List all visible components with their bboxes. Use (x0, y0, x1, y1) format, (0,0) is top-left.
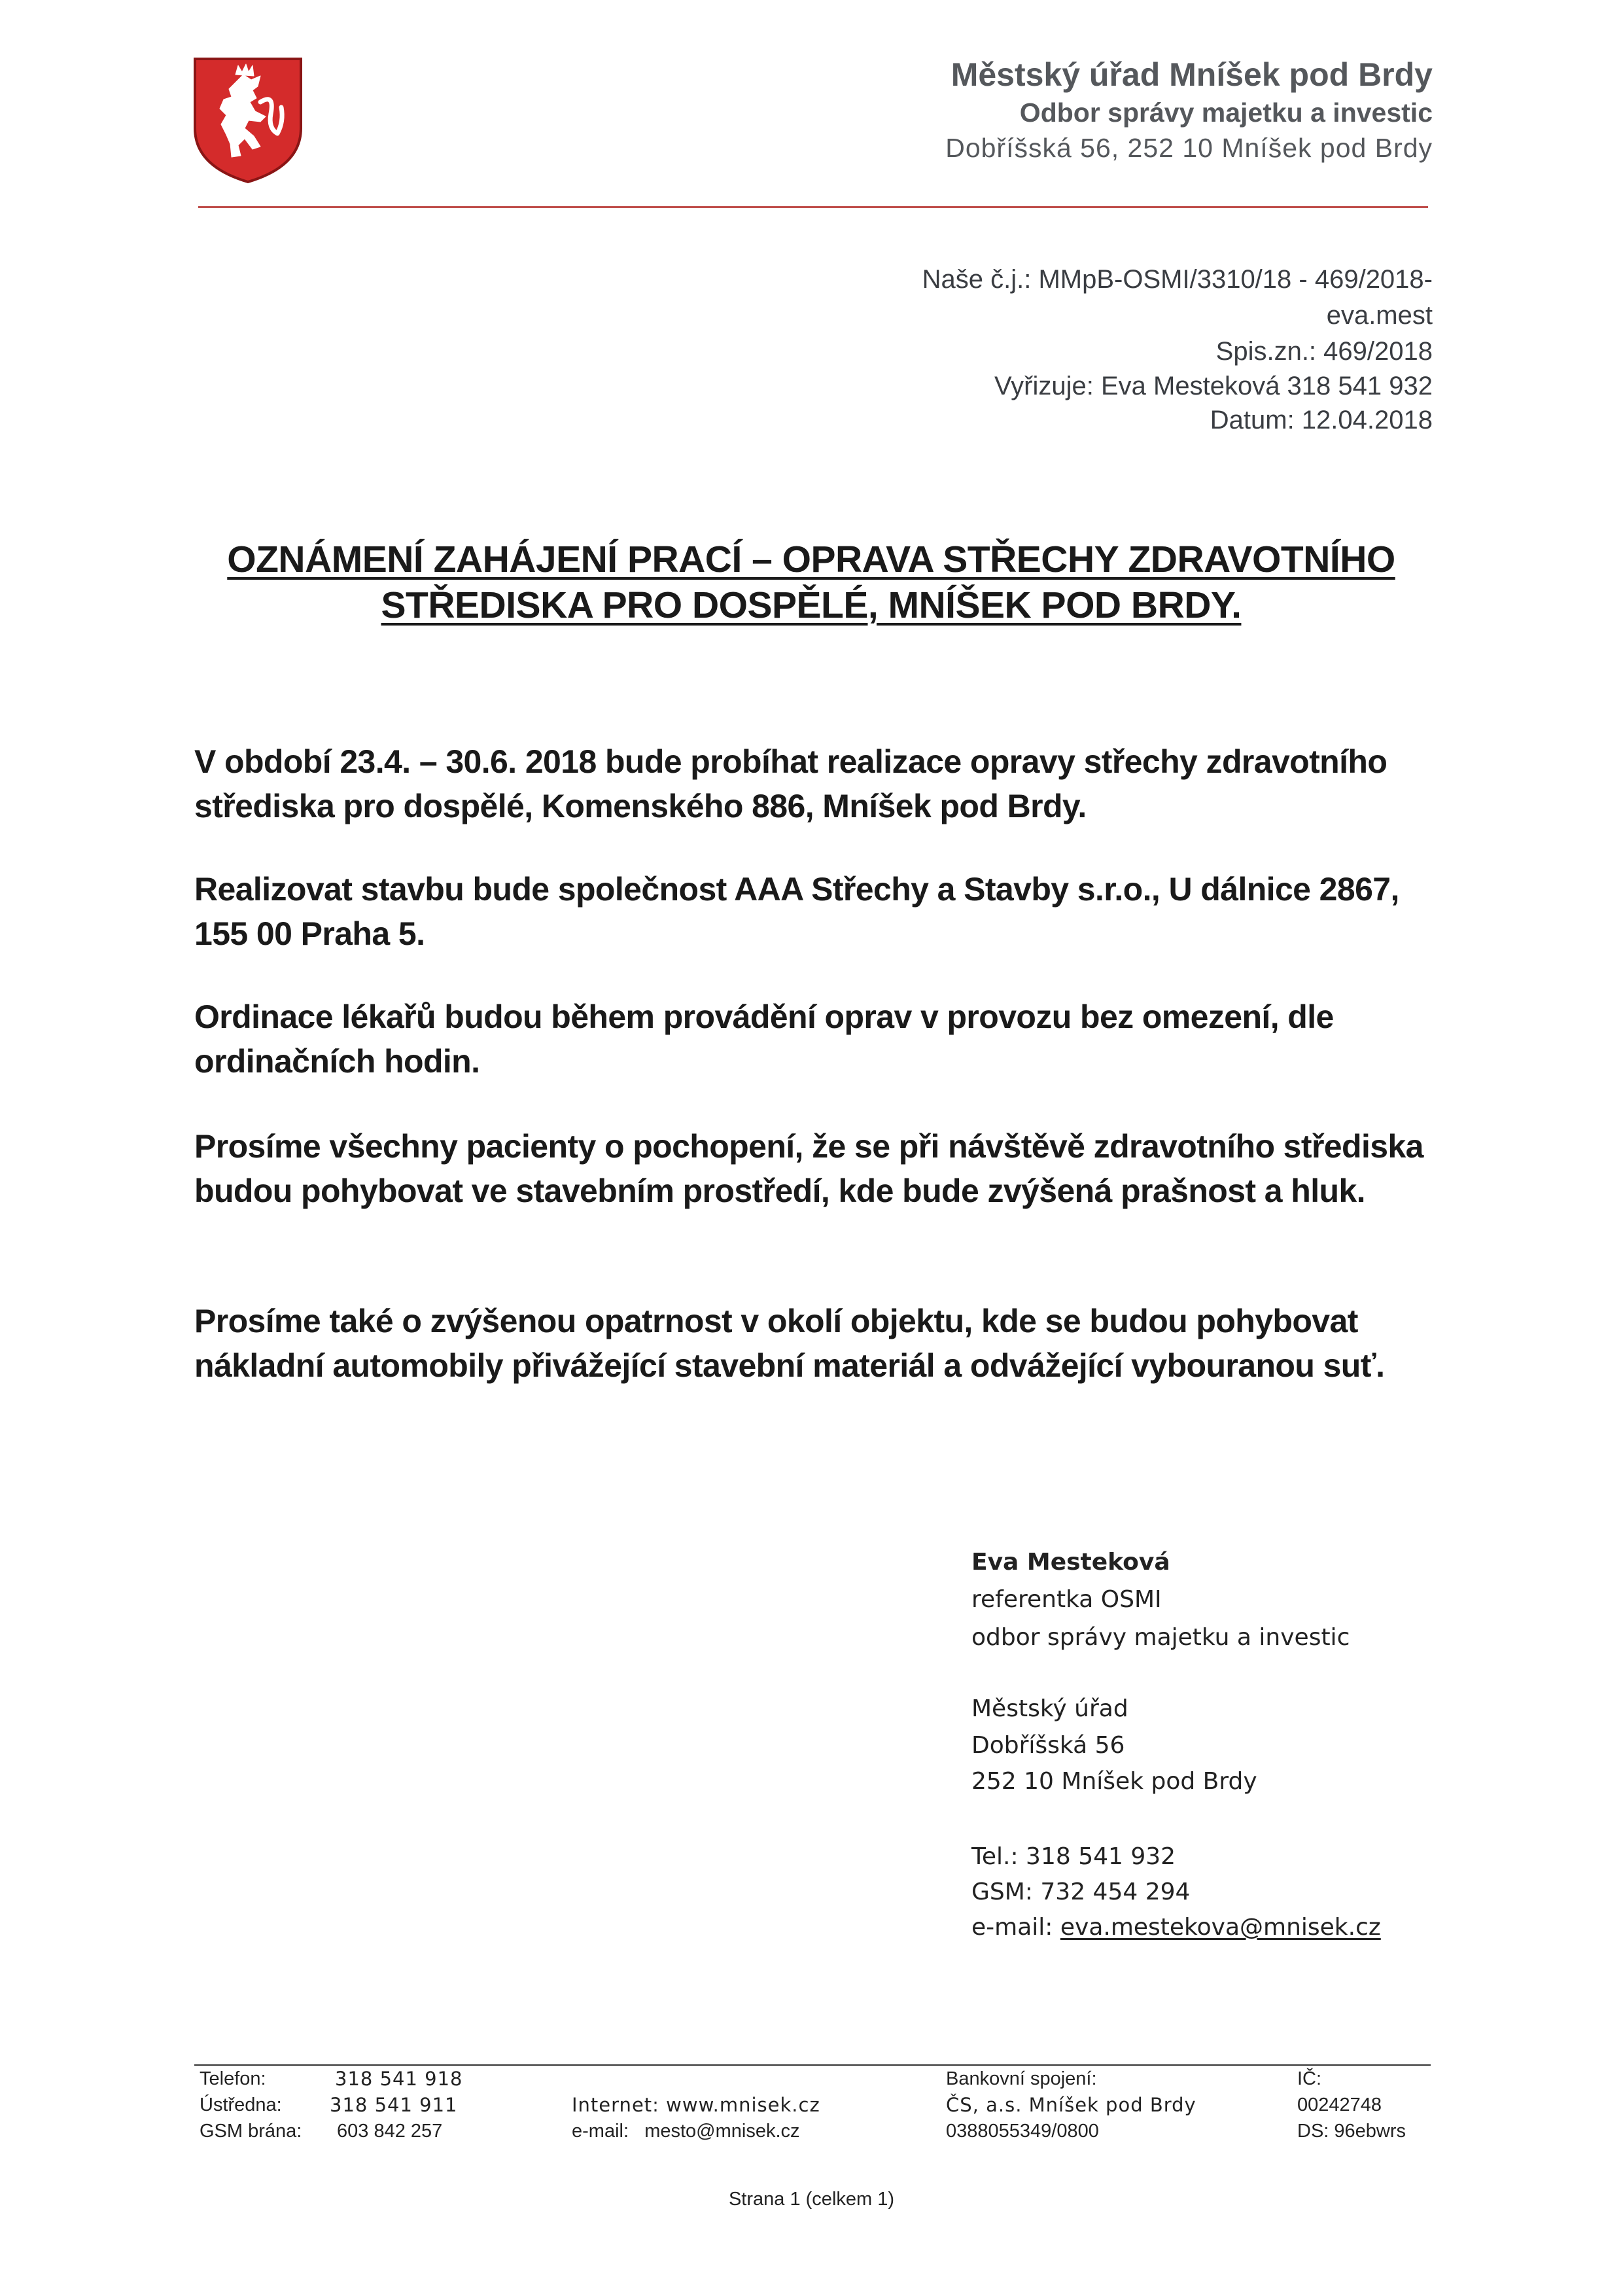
office-address: Dobříšská 56, 252 10 Mníšek pod Brdy (945, 133, 1433, 163)
document-date: Datum: 12.04.2018 (1210, 406, 1433, 434)
footer-ds: DS: 96ebwrs (1297, 2121, 1406, 2142)
department-name: Odbor správy majetku a investic (1019, 97, 1433, 128)
signatory-gsm: GSM: 732 454 294 (971, 1879, 1191, 1905)
signatory-city: 252 10 Mníšek pod Brdy (971, 1768, 1257, 1795)
reference-number-continued: eva.mest (1326, 301, 1433, 330)
paragraph-contractor: Realizovat stavbu bude společnost AAA Střechy a Stavby s.r.o., U dálnice 2867, 155 00 Praha 5. (194, 871, 1399, 952)
coat-of-arms-icon (192, 56, 304, 184)
footer-ustredna-label: Ústředna: (200, 2094, 282, 2115)
signatory-phone: Tel.: 318 541 932 (971, 1843, 1176, 1870)
paragraph-caution: Prosíme také o zvýšenou opatrnost v okolí objektu, kde se budou pohybovat nákladní automobily přivážející stavební materiál a odvážející vybouranou suť. (194, 1303, 1385, 1384)
document-title-line-2: STŘEDISKA PRO DOSPĚLÉ, MNÍŠEK POD BRDY. (381, 584, 1242, 626)
office-name: Městský úřad Mníšek pod Brdy (951, 56, 1433, 93)
footer-telefon: 318 541 918 (335, 2068, 463, 2090)
signatory-email-link[interactable]: eva.mestekova@mnisek.cz (1060, 1914, 1381, 1941)
document-title-line-1: OZNÁMENÍ ZAHÁJENÍ PRACÍ – OPRAVA STŘECHY ZDRAVOTNÍHO (227, 539, 1395, 580)
footer-email-line (572, 2119, 800, 2144)
reference-number: Naše č.j.: MMpB-OSMI/3310/18 - 469/2018- (922, 265, 1433, 294)
signatory-email-label: e-mail: (971, 1914, 1053, 1941)
signatory-email-line (971, 1909, 1381, 1946)
footer-bank-name: ČS, a.s. Mníšek pod Brdy (946, 2094, 1196, 2116)
handled-by: Vyřizuje: Eva Mesteková 318 541 932 (994, 372, 1433, 400)
footer-gsm-label: GSM brána: (200, 2121, 302, 2142)
paragraph-surgeries: Ordinace lékařů budou během provádění oprav v provozu bez omezení, dle ordinačních hodin. (194, 998, 1334, 1080)
signatory-name: Eva Mesteková (971, 1549, 1170, 1576)
file-number: Spis.zn.: 469/2018 (1215, 337, 1433, 366)
footer-ic-label: IČ: (1297, 2068, 1322, 2089)
signatory-office: Městský úřad (971, 1695, 1128, 1722)
footer-bank-label: Bankovní spojení: (946, 2068, 1097, 2089)
footer-ustredna: 318 541 911 (330, 2094, 458, 2116)
paragraph-period: V období 23.4. – 30.6. 2018 bude probíhat realizace opravy střechy zdravotního střediska pro dospělé, Komenského 886, Mníšek pod Brdy. (194, 743, 1387, 824)
paragraph-patients: Prosíme všechny pacienty o pochopení, že se při návštěvě zdravotního střediska budou pohybovat ve stavebním prostředí, kde bude zvýšená prašnost a hluk. (194, 1128, 1423, 1209)
footer-bank-account: 0388055349/0800 (946, 2121, 1099, 2142)
footer-email-label: e-mail: (572, 2121, 629, 2142)
footer-email-link[interactable]: mesto@mnisek.cz (644, 2121, 800, 2142)
signatory-department: odbor správy majetku a investic (971, 1624, 1350, 1651)
footer-gsm: 603 842 257 (337, 2121, 443, 2142)
signatory-role: referentka OSMI (971, 1586, 1162, 1613)
signatory-street: Dobříšská 56 (971, 1732, 1125, 1759)
footer-divider (194, 2064, 1431, 2066)
footer-telefon-label: Telefon: (200, 2068, 266, 2089)
page-number: Strana 1 (celkem 1) (728, 2189, 895, 2210)
footer-ic: 00242748 (1297, 2094, 1382, 2115)
footer-internet[interactable]: Internet: www.mnisek.cz (572, 2094, 820, 2116)
header-divider (198, 206, 1428, 208)
